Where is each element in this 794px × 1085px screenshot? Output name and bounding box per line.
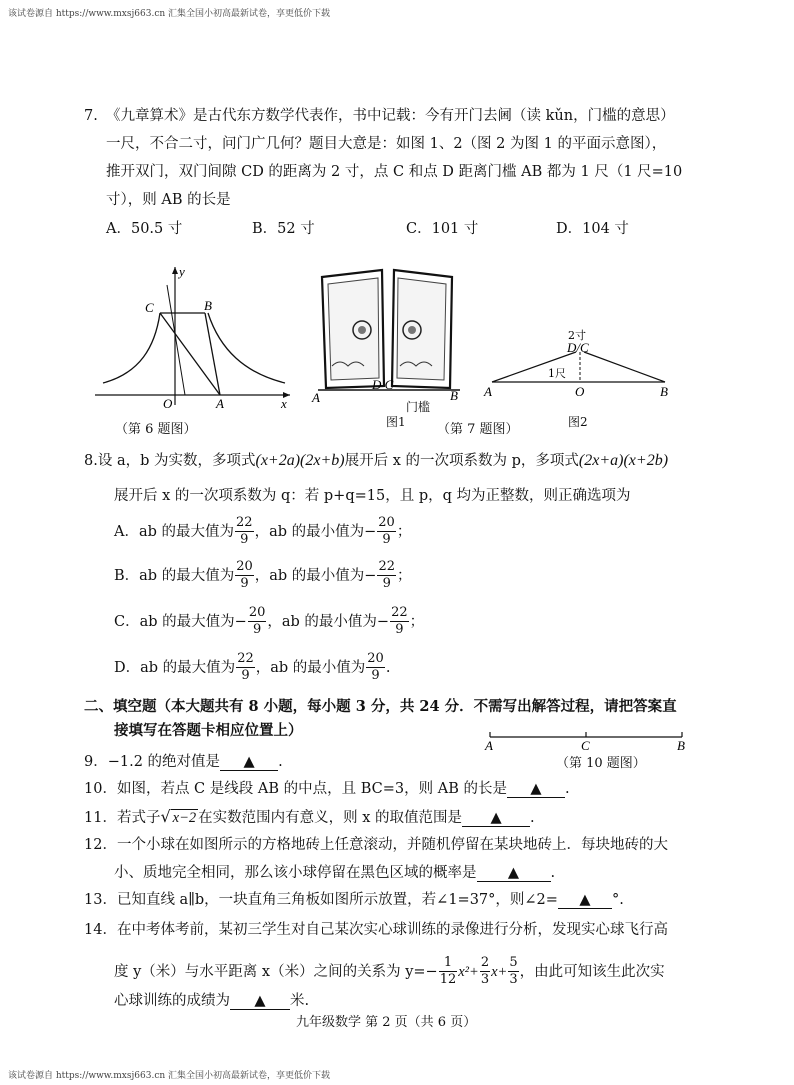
q8-poly1: (x+2a)(2x+b) (255, 452, 345, 469)
q14-answer-blank: ▲ (230, 994, 290, 1010)
fig7-2-schematic (480, 330, 680, 405)
fig7-1-label: 图1 (386, 415, 406, 429)
q7-option-d: D．104 寸 (556, 221, 629, 237)
q8-line2: 展开后 x 的一次项系数为 q：若 p+q=15，且 p，q 均为正整数，则正确选项为 (114, 488, 631, 504)
q7-line2: 一尺，不合二寸，问门广几何？题目大意是：如图 1、2（图 2 为图 1 的平面示意图）， (106, 136, 667, 152)
fig7-1-label-a: A (312, 390, 320, 405)
threshold-label: 门槛 (406, 400, 431, 414)
q14-line2: 度 y（米）与水平距离 x（米）之间的关系为 y=− $\frac{1}{12}$ x²+ $\frac{2}{3}$ x+ $\frac{5}{3}$ ，由此可知该生此次实 (114, 955, 665, 988)
q12-line2: 小、质地完全相同，那么该小球停留在黑色区域的概率是 ▲ . (114, 865, 556, 881)
q11-answer-blank: ▲ (462, 811, 530, 827)
q10-answer-blank: ▲ (507, 782, 565, 798)
q9-answer-blank: ▲ (220, 755, 278, 771)
fig6-label-b: B (204, 298, 212, 313)
q11-radicand: x−2 (172, 810, 197, 826)
q8-option-c: C．ab 的最大值为− $\frac{20}{9}$ ，ab 的最小值为− $\frac{22}{9}$ ； (114, 605, 425, 638)
fig10-label-b: B (677, 738, 685, 753)
fig7-2-label-b: B (660, 384, 668, 399)
q7-number: 7. (84, 108, 98, 124)
fig6-line (167, 285, 185, 395)
q8-option-b: B．ab 的最大值为 $\frac{20}{9}$ ，ab 的最小值为− $\frac{22}{9}$ ； (114, 559, 412, 592)
q8-option-a: A．ab 的最大值为 $\frac{22}{9}$ ，ab 的最小值为− $\frac{20}{9}$ ； (114, 515, 412, 548)
q13: 13．已知直线 a∥b，一块直角三角板如图所示放置，若∠1=37°，则∠2= ▲ °. (84, 892, 624, 908)
fig10-label-c: C (581, 738, 590, 753)
q12-line1: 12．一个小球在如图所示的方格地砖上任意滚动，并随机停留在某块地砖上．每块地砖的大 (84, 837, 668, 853)
q7-line1: 《九章算术》是古代东方数学代表作，书中记载：今有开门去阃（读 kǔn，门槛的意思） (106, 108, 675, 124)
fig6-label-o: O (163, 396, 173, 411)
q12-answer-blank: ▲ (477, 866, 551, 882)
q8-text-a: 设 a，b 为实数，多项式 (97, 453, 256, 469)
fig6-label-c: C (145, 300, 154, 315)
q7-option-b: B．52 寸 (252, 221, 315, 237)
fig7-1-label-b: B (450, 388, 458, 403)
fig7-2-label-1chi: 1尺 (548, 367, 566, 380)
fig6-caption: （第 6 题图） (115, 422, 197, 437)
q11: 11．若式子√ x−2 在实数范围内有意义，则 x 的取值范围是 ▲ . (84, 807, 535, 826)
fig10-caption: （第 10 题图） (556, 756, 646, 771)
q8-text-b: 展开后 x 的一次项系数为 p，多项式 (344, 453, 579, 469)
section2-heading-line1: 二、填空题（本大题共有 8 小题，每小题 3 分，共 24 分．不需写出解答过程，请把答案直 (84, 698, 677, 715)
fig7-2-label-a: A (484, 384, 492, 399)
fig10-label-a: A (485, 738, 493, 753)
source-footer: 该试卷源自 https://www.mxsj663.cn 汇集全国小初高最新试卷，享更低价下载 (8, 1071, 331, 1081)
q14-line3: 心球训练的成绩为 ▲ 米. (114, 993, 310, 1009)
source-header: 该试卷源自 https://www.mxsj663.cn 汇集全国小初高最新试卷，享更低价下载 (8, 9, 331, 19)
q7-option-c: C．101 寸 (406, 221, 479, 237)
fig7-caption: （第 7 题图） (437, 422, 519, 437)
section2-heading-line2: 接填写在答题卡相应位置上） (114, 722, 303, 739)
fig10-segment (484, 728, 694, 752)
fig7-2-label-2cun: 2寸 (568, 329, 586, 342)
fig6-segment-ca (160, 313, 220, 395)
fig7-1-label-dc: D C (372, 377, 394, 392)
q9: 9．−1.2 的绝对值是 ▲ . (84, 754, 283, 770)
q14-line1: 14．在中考体考前，某初三学生对自己某次实心球训练的录像进行分析，发现实心球飞行高 (84, 922, 668, 938)
fig6-label-x: x (281, 396, 287, 411)
q7-line3: 推开双门，双门间隙 CD 的距离为 2 寸，点 C 和点 D 距离门槛 AB 都为 1 尺（1 尺=10 (106, 164, 683, 180)
fig7-2-label-o: O (575, 384, 585, 399)
q7-option-a: A．50.5 寸 (106, 221, 183, 237)
q7-line4: 寸），则 AB 的长是 (106, 192, 231, 208)
q8-option-d: D．ab 的最大值为 $\frac{22}{9}$ ，ab 的最小值为 $\frac{20}{9}$ . (114, 651, 391, 684)
fig7-2-label-dc: D/C (567, 340, 589, 355)
fig6-left-curve (103, 313, 160, 383)
q8-number: 8. (84, 453, 98, 469)
q10: 10．如图，若点 C 是线段 AB 的中点，且 BC=3，则 AB 的长是 ▲ . (84, 781, 570, 797)
q8-poly2: (2x+a)(x+2b) (578, 452, 669, 469)
fig6-right-curve (208, 313, 285, 383)
fig7-door-illustration (310, 262, 475, 412)
q13-answer-blank: ▲ (558, 893, 612, 909)
q8-line1 (84, 451, 668, 471)
fig7-2-label: 图2 (568, 415, 588, 429)
fig6-label-y: y (179, 264, 185, 279)
fig6-label-a: A (216, 396, 224, 411)
page-footer: 九年级数学 第 2 页（共 6 页） (296, 1015, 477, 1030)
fig6-graph (95, 265, 295, 410)
